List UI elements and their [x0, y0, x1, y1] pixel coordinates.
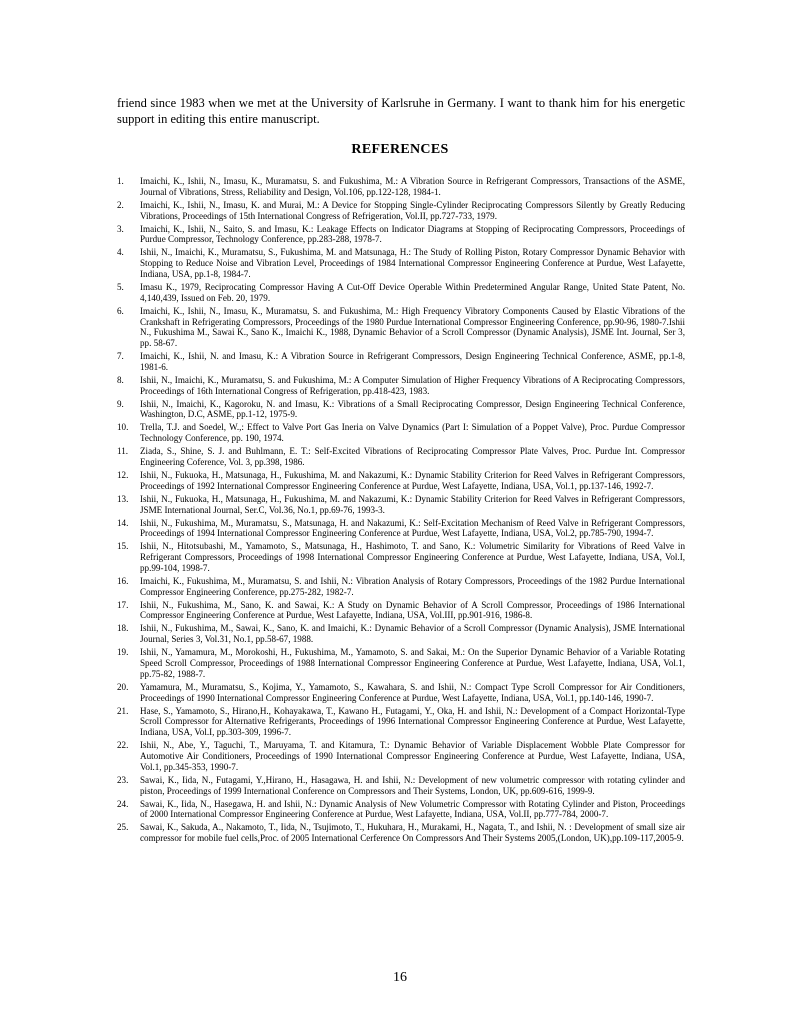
reference-number: 3.: [117, 223, 124, 234]
reference-text: Ishii, N., Fukushima, M., Muramatsu, S., Matsunaga, H. and Nakazumi, K.: Self-Excitation Mechanism of Reed Valve in Refrigerant Compressors, Proceedings of 1994 International Compressor Engineering Conference at Purdue, West Lafayette, Indiana, USA, Vol.2, pp.785-790, 1994-7.: [140, 517, 685, 539]
reference-text: Ishii, N., Fukuoka, H., Matsunaga, H., Fukushima, M. and Nakazumi, K.: Dynamic Stability Criterion for Reed Valves in Refrigerant Compressors, JSME International Journal, Ser.C, Vol.36, No.1, pp.69-76, 1993-3.: [140, 493, 685, 515]
reference-item: [117, 446, 685, 468]
reference-text: Sawai, K., Iida, N., Hasegawa, H. and Ishii, N.: Dynamic Analysis of New Volumetric Compressor with Rotating Cylinder and Piston, Proceedings of 2000 International Compressor Engineering Conference at Purdue, West Lafayette, Indiana, USA, Vol.II, pp.777-784, 2000-7.: [140, 798, 685, 820]
reference-text: Imasu K., 1979, Reciprocating Compressor Having A Cut-Off Device Operable Within Predetermined Angular Range, United State Patent, No. 4,140,439, Issued on Feb. 20, 1979.: [140, 281, 685, 303]
reference-text: Imaichi, K., Ishii, N., Imasu, K., Muramatsu, S. and Fukushima, M.: A Vibration Source in Refrigerant Compressors, Transactions of the ASME, Journal of Vibrations, Stress, Reliability and Design, Vol.106, pp.122-128, 1984-1.: [140, 176, 685, 197]
reference-item: [117, 470, 685, 492]
reference-number: 12.: [117, 469, 129, 480]
reference-number: 9.: [117, 398, 124, 409]
reference-text: Yamamura, M., Muramatsu, S., Kojima, Y., Yamamoto, S., Kawahara, S. and Ishii, N.: Compact Type Scroll Compressor for Air Conditioners, Proceedings of 1990 International Compressor Engineering Conference at Purdue, West Lafayette, Indiana, USA, Vol.1, pp.140-146, 1990-7.: [140, 681, 685, 703]
reference-number: 20.: [117, 681, 129, 692]
reference-item: [117, 576, 685, 598]
reference-text: Ishii, N., Abe, Y., Taguchi, T., Maruyama, T. and Kitamura, T.: Dynamic Behavior of Variable Displacement Wobble Plate Compressor for Automotive Air Conditioners, Proceedings of 1990 International Compressor Engineering Conference at Purdue, West Lafayette, Indiana, USA, Vol.1, pp.345-353, 1990-7.: [140, 740, 685, 772]
reference-number: 19.: [117, 647, 129, 658]
reference-number: 1.: [117, 176, 124, 186]
reference-item: [117, 822, 685, 844]
reference-text: Imaichi, K., Ishii, N., Imasu, K., Muramatsu, S. and Fukushima, M.: High Frequency Vibratory Components Caused by Elastic Vibrations of the Crankshaft in Refrigerating Compressors, Proceedings of the 1980 Purdue International Compressor Engineering Conference, pp.90-96, 1980-7.Ishii N., Fukushima M., Sawai K., Sano K., Imaichi K., 1988, Dynamic Behavior of a Scroll Compressor (Dynamic Analysis), JSME Int. Journal, Ser 3, pp. 58-67.: [140, 305, 685, 349]
reference-text: Ishii, N., Fukushima, M., Sano, K. and Sawai, K.: A Study on Dynamic Behavior of A Scroll Compressor, Proceedings of 1986 International Compressor Engineering Conference at Purdue, West Lafayette, Indiana, USA, Vol.III, pp.901-916, 1986-8.: [140, 599, 685, 621]
reference-text: Ishii, N., Hitotsubashi, M., Yamamoto, S., Matsunaga, H., Hashimoto, T. and Sano, K.: Volumetric Similarity for Vibrations of Reed Valve in Refrigerant Compressors, Proceedings of 1998 International Compressor Engineering Conference at Purdue, West Lafayette, Indiana, USA, Vol.I, pp.99-104, 1998-7.: [140, 541, 685, 573]
reference-item: [117, 422, 685, 444]
reference-number: 5.: [117, 281, 124, 292]
reference-item: [117, 282, 685, 304]
reference-number: 2.: [117, 199, 124, 210]
references-heading: REFERENCES: [351, 142, 449, 157]
reference-number: 24.: [117, 798, 129, 809]
reference-item: [117, 247, 685, 279]
reference-number: 6.: [117, 305, 124, 316]
reference-number: 14.: [117, 517, 129, 528]
reference-item: [117, 306, 685, 349]
reference-item: [117, 541, 685, 573]
reference-item: [117, 200, 685, 222]
reference-number: 16.: [117, 575, 129, 586]
reference-item: [117, 740, 685, 772]
reference-item: [117, 375, 685, 397]
reference-item: [117, 799, 685, 821]
reference-text: Ishii, N., Fukushima, M., Sawai, K., Sano, K. and Imaichi, K.: Dynamic Behavior of a Scroll Compressor (Dynamic Analysis), JSME International Journal, Series 3, Vol.31, No.1, pp.58-67, 1988.: [140, 623, 685, 645]
reference-text: Sawai, K., Sakuda, A., Nakamoto, T., Iida, N., Tsujimoto, T., Hukuhara, H., Murakami, H., Nagata, T., and Ishii, N. : Development of small size air compressor for mobile fuel cells,Proc. of 2005 International Cerference On Compressors And Their Systems 2005,(London, UK),pp.109-117,2005-9.: [140, 822, 685, 844]
reference-text: Imaichi, K., Ishii, N., Imasu, K. and Murai, M.: A Device for Stopping Single-Cylinder Reciprocating Compressors Silently by Greatly Reducing Vibrations, Proceedings of 15th International Congress of Refrigeration, Vol.II, pp.727-733, 1979.: [140, 199, 685, 221]
reference-item: [117, 494, 685, 516]
reference-item: [117, 682, 685, 704]
reference-item: [117, 176, 685, 198]
reference-number: 22.: [117, 740, 129, 751]
reference-text: Sawai, K., Iida, N., Futagami, Y.,Hirano, H., Hasagawa, H. and Ishii, N.: Development of new volumetric compressor with rotating cylinder and piston, Proceedings of 1999 International Conference on Compressors and Their Systems, London, UK, pp.609-616, 1999-9.: [140, 774, 685, 796]
reference-text: Imaichi, K., Ishii, N. and Imasu, K.: A Vibration Source in Refrigerant Compressors, Design Engineering Technical Conference, ASME, pp.1-8, 1981-6.: [140, 351, 685, 372]
reference-number: 23.: [117, 774, 129, 785]
reference-text: Ishii, N., Fukuoka, H., Matsunaga, H., Fukushima, M. and Nakazumi, K.: Dynamic Stability Criterion for Reed Valves in Refrigerant Compressors, Proceedings of 1992 International Compressor Engineering Conference at Purdue, West Lafayette, Indiana, USA, Vol.1, pp.137-146, 1992-7.: [140, 469, 685, 491]
reference-number: 15.: [117, 541, 129, 552]
reference-text: Hase, S., Yamamoto, S., Hirano,H., Kohayakawa, T., Kawano H., Futagami, Y., Oka, H. and Ishii, N.: Development of a Compact Horizontal-Type Scroll Compressor for Alternative Refrigerants, Proceedings of 1996 International Compressor Engineering Conference at Purdue, West Lafayette, Indiana, USA, Vol.I, pp.303-309, 1996-7.: [140, 705, 685, 738]
page-number: 16: [393, 970, 407, 985]
reference-text: Ishii, N., Yamamura, M., Morokoshi, H., Fukushima, M., Yamamoto, S. and Sakai, M.: On the Superior Dynamic Behavior of a Variable Rotating Speed Scroll Compressor, Proceedings of 1988 International Compressor Engineering Conference at Purdue, West Lafayette, Indiana, USA, Vol.1, pp.75-82, 1988-7.: [140, 647, 685, 679]
reference-text: Trella, T.J. and Soedel, W.,: Effect to Valve Port Gas Ineria on Valve Dynamics (Part I: Simulation of a Poppet Valve), Proc. Purdue Compressor Technology Conference, pp. 190, 1974.: [140, 422, 685, 444]
reference-number: 10.: [117, 422, 129, 433]
references-list: [117, 176, 685, 846]
reference-number: 21.: [117, 705, 129, 716]
reference-text: Imaichi, K., Fukushima, M., Muramatsu, S. and Ishii, N.: Vibration Analysis of Rotary Compressors, Proceedings of the 1982 Purdue International Compressor Engineering Conference, pp.275-282, 1982-7.: [140, 575, 685, 597]
reference-item: [117, 600, 685, 622]
reference-item: [117, 706, 685, 738]
reference-text: Ishii, N., Imaichi, K., Kagoroku, N. and Imasu, K.: Vibrations of a Small Reciprocating Compressor, Design Engineering Technical Conference, Washington, D.C, ASME, pp.1-12, 1975-9.: [140, 398, 685, 420]
reference-number: 11.: [117, 446, 129, 457]
reference-item: [117, 518, 685, 540]
reference-text: Ziada, S., Shine, S. J. and Buhlmann, E. T.: Self-Excited Vibrations of Reciprocating Compressor Plate Valves, Proc. Purdue Int. Compressor Engineering Coference, Vol. 3, pp.398, 1986.: [140, 446, 685, 467]
reference-number: 8.: [117, 374, 124, 385]
reference-number: 18.: [117, 623, 129, 634]
reference-item: [117, 399, 685, 421]
reference-item: [117, 623, 685, 645]
reference-text: Ishii, N., Imaichi, K., Muramatsu, S., Fukushima, M. and Matsunaga, H.: The Study of Rolling Piston, Rotary Compressor Dynamic Behavior with Stopping to Reduce Noise and Vibration Level, Proceedings of 1984 International Compressor Engineering Conference at Purdue, West Lafayette, Indiana, USA, pp.1-8, 1984-7.: [140, 247, 685, 279]
reference-text: Imaichi, K., Ishii, N., Saito, S. and Imasu, K.: Leakage Effects on Indicator Diagrams at Stopping of Reciprocating Compressors, Proceedings of Purdue Compressor, Technology Conference, pp.283-288, 1978-7.: [140, 223, 685, 245]
reference-item: [117, 647, 685, 679]
reference-item: [117, 351, 685, 373]
reference-number: 4.: [117, 247, 124, 258]
reference-item: [117, 224, 685, 246]
reference-number: 25.: [117, 822, 129, 833]
intro-paragraph: friend since 1983 when we met at the University of Karlsruhe in Germany. I want to thank him for his energetic support in editing this entire manuscript.: [117, 96, 685, 126]
reference-number: 13.: [117, 493, 129, 504]
reference-number: 17.: [117, 599, 129, 610]
reference-item: [117, 775, 685, 797]
reference-text: Ishii, N., Imaichi, K., Muramatsu, S. and Fukushima, M.: A Computer Simulation of Higher Frequency Vibrations of A Reciprocating Compressors, Proceedings of 16th International Congress of Refrigeration, pp.418-423, 1983.: [140, 374, 685, 396]
reference-number: 7.: [117, 351, 124, 362]
